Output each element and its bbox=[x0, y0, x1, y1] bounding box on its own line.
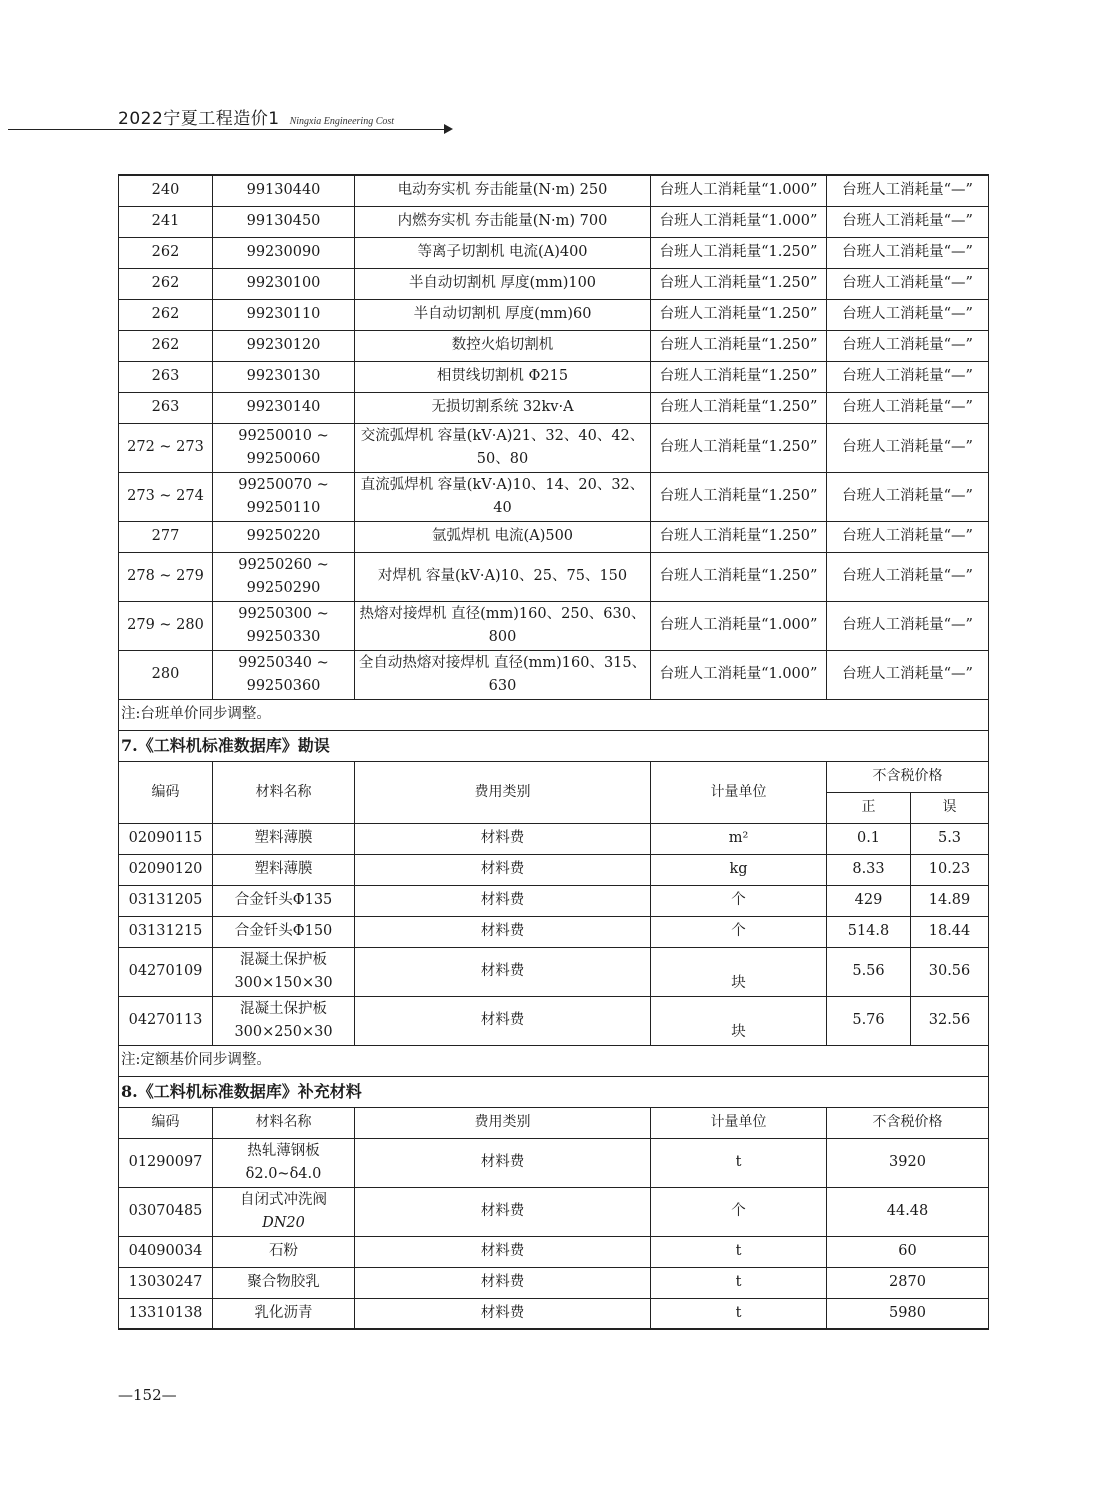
header-row bbox=[119, 761, 989, 792]
code-cell: 99130450 bbox=[213, 206, 355, 237]
name-line: DN20 bbox=[262, 1214, 305, 1231]
code-cell: 99230090 bbox=[213, 237, 355, 268]
page-cell: 272 ~ 273 bbox=[119, 423, 213, 472]
name-line: 混凝土保护板 bbox=[240, 951, 327, 968]
page-cell: 240 bbox=[119, 175, 213, 206]
code-cell bbox=[213, 601, 355, 650]
section-title: 8.《工料机标准数据库》补充材料 bbox=[119, 1076, 989, 1107]
table-row bbox=[119, 392, 989, 423]
after-cell: 台班人工消耗量“—” bbox=[827, 330, 989, 361]
before-cell: 台班人工消耗量“1.000” bbox=[651, 206, 827, 237]
code-line: 99250290 bbox=[246, 579, 321, 596]
code-cell: 03131215 bbox=[119, 916, 213, 947]
name-line: 800 bbox=[488, 628, 517, 645]
name-cell: 电动夯实机 夯击能量(N·m) 250 bbox=[355, 175, 651, 206]
name-cell bbox=[213, 1187, 355, 1236]
code-line: 99250300 ~ bbox=[238, 605, 329, 622]
code-cell: 99130440 bbox=[213, 175, 355, 206]
table-row bbox=[119, 237, 989, 268]
table-row bbox=[119, 601, 989, 650]
col-header-code: 编码 bbox=[119, 761, 213, 823]
table-row bbox=[119, 699, 989, 730]
table-row bbox=[119, 1236, 989, 1267]
price-cell: 2870 bbox=[827, 1267, 989, 1298]
code-cell bbox=[213, 650, 355, 699]
after-cell: 台班人工消耗量“—” bbox=[827, 361, 989, 392]
name-line: 全自动热熔对接焊机 直径(mm)160、315、 bbox=[358, 654, 647, 671]
name-cell: 乳化沥青 bbox=[213, 1298, 355, 1329]
correct-cell: 8.33 bbox=[827, 854, 911, 885]
unit-cell: m² bbox=[651, 823, 827, 854]
table-row bbox=[119, 299, 989, 330]
table-row bbox=[119, 175, 989, 206]
journal-title: 2022宁夏工程造价1 bbox=[118, 109, 280, 129]
table-row bbox=[119, 1138, 989, 1187]
price-cell: 60 bbox=[827, 1236, 989, 1267]
wrong-cell: 32.56 bbox=[911, 996, 989, 1045]
page-cell: 262 bbox=[119, 330, 213, 361]
before-cell: 台班人工消耗量“1.250” bbox=[651, 237, 827, 268]
page-number: —152— bbox=[118, 1386, 177, 1404]
machine-section bbox=[119, 175, 989, 730]
before-cell: 台班人工消耗量“1.250” bbox=[651, 552, 827, 601]
table-row bbox=[119, 854, 989, 885]
code-cell: 13310138 bbox=[119, 1298, 213, 1329]
page-cell: 263 bbox=[119, 392, 213, 423]
code-cell: 04270109 bbox=[119, 947, 213, 996]
table-row bbox=[119, 916, 989, 947]
after-cell: 台班人工消耗量“—” bbox=[827, 392, 989, 423]
code-line: 99250340 ~ bbox=[238, 654, 329, 671]
before-cell: 台班人工消耗量“1.250” bbox=[651, 299, 827, 330]
col-header-wrong: 误 bbox=[911, 792, 989, 823]
wrong-cell: 30.56 bbox=[911, 947, 989, 996]
table-row bbox=[119, 885, 989, 916]
code-cell: 99250220 bbox=[213, 521, 355, 552]
name-cell: 塑料薄膜 bbox=[213, 823, 355, 854]
page-cell: 262 bbox=[119, 299, 213, 330]
col-header-price: 不含税价格 bbox=[827, 1107, 989, 1138]
before-cell: 台班人工消耗量“1.250” bbox=[651, 330, 827, 361]
type-cell: 材料费 bbox=[355, 823, 651, 854]
type-cell: 材料费 bbox=[355, 1298, 651, 1329]
before-cell: 台班人工消耗量“1.250” bbox=[651, 521, 827, 552]
note-row: 注:定额基价同步调整。 bbox=[119, 1045, 989, 1076]
before-cell: 台班人工消耗量“1.000” bbox=[651, 175, 827, 206]
name-cell: 相贯线切割机 Φ215 bbox=[355, 361, 651, 392]
after-cell: 台班人工消耗量“—” bbox=[827, 175, 989, 206]
table-row bbox=[119, 472, 989, 521]
type-cell: 材料费 bbox=[355, 996, 651, 1045]
after-cell: 台班人工消耗量“—” bbox=[827, 472, 989, 521]
name-cell: 数控火焰切割机 bbox=[355, 330, 651, 361]
col-header-type: 费用类别 bbox=[355, 1107, 651, 1138]
after-cell: 台班人工消耗量“—” bbox=[827, 650, 989, 699]
table-row bbox=[119, 361, 989, 392]
after-cell: 台班人工消耗量“—” bbox=[827, 299, 989, 330]
name-line: 热熔对接焊机 直径(mm)160、250、630、 bbox=[359, 605, 646, 622]
name-cell: 无损切割系统 32kv·A bbox=[355, 392, 651, 423]
code-cell: 04090034 bbox=[119, 1236, 213, 1267]
table-row bbox=[119, 552, 989, 601]
price-cell: 5980 bbox=[827, 1298, 989, 1329]
correct-cell: 0.1 bbox=[827, 823, 911, 854]
name-cell bbox=[213, 1138, 355, 1187]
unit-cell: 个 bbox=[651, 885, 827, 916]
unit-cell: t bbox=[651, 1267, 827, 1298]
page-cell: 278 ~ 279 bbox=[119, 552, 213, 601]
table-row bbox=[119, 206, 989, 237]
unit-cell: kg bbox=[651, 854, 827, 885]
col-header-code: 编码 bbox=[119, 1107, 213, 1138]
errata-table bbox=[118, 174, 989, 1330]
name-cell: 等离子切割机 电流(A)400 bbox=[355, 237, 651, 268]
before-cell: 台班人工消耗量“1.250” bbox=[651, 472, 827, 521]
page-cell: 241 bbox=[119, 206, 213, 237]
name-cell: 石粉 bbox=[213, 1236, 355, 1267]
name-cell: 半自动切割机 厚度(mm)100 bbox=[355, 268, 651, 299]
before-cell: 台班人工消耗量“1.000” bbox=[651, 601, 827, 650]
name-cell bbox=[355, 601, 651, 650]
unit-cell: t bbox=[651, 1138, 827, 1187]
code-line: 99250110 bbox=[246, 499, 321, 516]
code-cell: 03070485 bbox=[119, 1187, 213, 1236]
page-cell: 262 bbox=[119, 268, 213, 299]
after-cell: 台班人工消耗量“—” bbox=[827, 268, 989, 299]
name-cell: 合金钎头Φ150 bbox=[213, 916, 355, 947]
name-cell: 氩弧焊机 电流(A)500 bbox=[355, 521, 651, 552]
header-arrow-icon bbox=[444, 124, 453, 134]
wrong-cell: 10.23 bbox=[911, 854, 989, 885]
name-line: 50、80 bbox=[476, 450, 529, 467]
name-cell: 内燃夯实机 夯击能量(N·m) 700 bbox=[355, 206, 651, 237]
after-cell: 台班人工消耗量“—” bbox=[827, 601, 989, 650]
code-cell: 02090115 bbox=[119, 823, 213, 854]
col-header-type: 费用类别 bbox=[355, 761, 651, 823]
unit-cell: t bbox=[651, 1236, 827, 1267]
name-line: 300×250×30 bbox=[234, 1023, 333, 1040]
type-cell: 材料费 bbox=[355, 947, 651, 996]
table-row bbox=[119, 1045, 989, 1076]
correct-cell: 5.76 bbox=[827, 996, 911, 1045]
table-row bbox=[119, 823, 989, 854]
code-line: 99250260 ~ bbox=[238, 556, 329, 573]
name-line: 热轧薄钢板 bbox=[247, 1142, 320, 1159]
code-cell: 99230110 bbox=[213, 299, 355, 330]
col-header-price: 不含税价格 bbox=[827, 761, 989, 792]
col-header-name: 材料名称 bbox=[213, 1107, 355, 1138]
type-cell: 材料费 bbox=[355, 885, 651, 916]
name-cell: 合金钎头Φ135 bbox=[213, 885, 355, 916]
wrong-cell: 18.44 bbox=[911, 916, 989, 947]
type-cell: 材料费 bbox=[355, 916, 651, 947]
name-cell bbox=[213, 996, 355, 1045]
price-cell: 44.48 bbox=[827, 1187, 989, 1236]
wrong-cell: 5.3 bbox=[911, 823, 989, 854]
after-cell: 台班人工消耗量“—” bbox=[827, 423, 989, 472]
col-header-unit: 计量单位 bbox=[651, 761, 827, 823]
code-cell: 13030247 bbox=[119, 1267, 213, 1298]
page-cell: 262 bbox=[119, 237, 213, 268]
correct-cell: 514.8 bbox=[827, 916, 911, 947]
page-cell: 273 ~ 274 bbox=[119, 472, 213, 521]
section-title: 7.《工料机标准数据库》勘误 bbox=[119, 730, 989, 761]
table-row bbox=[119, 947, 989, 996]
code-line: 99250060 bbox=[246, 450, 321, 467]
after-cell: 台班人工消耗量“—” bbox=[827, 237, 989, 268]
header-rule bbox=[8, 129, 448, 130]
type-cell: 材料费 bbox=[355, 1187, 651, 1236]
code-cell bbox=[213, 423, 355, 472]
journal-subtitle: Ningxia Engineering Cost bbox=[289, 116, 395, 127]
code-cell: 99230120 bbox=[213, 330, 355, 361]
table-row bbox=[119, 423, 989, 472]
table-row bbox=[119, 521, 989, 552]
before-cell: 台班人工消耗量“1.250” bbox=[651, 392, 827, 423]
name-cell bbox=[213, 947, 355, 996]
table-row bbox=[119, 1298, 989, 1329]
name-line: 交流弧焊机 容量(kV·A)21、32、40、42、 bbox=[360, 427, 645, 444]
col-header-unit: 计量单位 bbox=[651, 1107, 827, 1138]
after-cell: 台班人工消耗量“—” bbox=[827, 552, 989, 601]
code-line: 99250330 bbox=[246, 628, 321, 645]
code-cell bbox=[213, 552, 355, 601]
after-cell: 台班人工消耗量“—” bbox=[827, 521, 989, 552]
page-cell: 279 ~ 280 bbox=[119, 601, 213, 650]
unit-cell: 个 bbox=[651, 1187, 827, 1236]
name-cell: 塑料薄膜 bbox=[213, 854, 355, 885]
type-cell: 材料费 bbox=[355, 1267, 651, 1298]
page-cell: 277 bbox=[119, 521, 213, 552]
code-cell: 99230140 bbox=[213, 392, 355, 423]
code-line: 99250010 ~ bbox=[238, 427, 329, 444]
page-cell: 280 bbox=[119, 650, 213, 699]
section-8 bbox=[119, 1076, 989, 1329]
code-cell: 02090120 bbox=[119, 854, 213, 885]
type-cell: 材料费 bbox=[355, 1236, 651, 1267]
code-line: 99250070 ~ bbox=[238, 476, 329, 493]
table-row bbox=[119, 330, 989, 361]
name-cell: 直流弧焊机 容量(kV·A)10、14、20、32、40 bbox=[355, 472, 651, 521]
table-row bbox=[119, 650, 989, 699]
name-cell bbox=[355, 650, 651, 699]
name-line: 300×150×30 bbox=[234, 974, 333, 991]
name-cell: 对焊机 容量(kV·A)10、25、75、150 bbox=[355, 552, 651, 601]
code-cell: 99230100 bbox=[213, 268, 355, 299]
section-title-row bbox=[119, 730, 989, 761]
col-header-name: 材料名称 bbox=[213, 761, 355, 823]
page-cell: 263 bbox=[119, 361, 213, 392]
table-row bbox=[119, 1267, 989, 1298]
unit-cell: 块 bbox=[651, 996, 827, 1045]
code-line: 99250360 bbox=[246, 677, 321, 694]
after-cell: 台班人工消耗量“—” bbox=[827, 206, 989, 237]
table-row bbox=[119, 268, 989, 299]
wrong-cell: 14.89 bbox=[911, 885, 989, 916]
name-line: δ2.0~δ4.0 bbox=[245, 1165, 322, 1182]
note-row: 注:台班单价同步调整。 bbox=[119, 699, 989, 730]
type-cell: 材料费 bbox=[355, 854, 651, 885]
before-cell: 台班人工消耗量“1.250” bbox=[651, 268, 827, 299]
correct-cell: 5.56 bbox=[827, 947, 911, 996]
code-cell bbox=[213, 472, 355, 521]
header-row bbox=[119, 1107, 989, 1138]
correct-cell: 429 bbox=[827, 885, 911, 916]
code-cell: 01290097 bbox=[119, 1138, 213, 1187]
name-line: 630 bbox=[488, 677, 517, 694]
type-cell: 材料费 bbox=[355, 1138, 651, 1187]
col-header-correct: 正 bbox=[827, 792, 911, 823]
table-row bbox=[119, 996, 989, 1045]
unit-cell: 个 bbox=[651, 916, 827, 947]
before-cell: 台班人工消耗量“1.250” bbox=[651, 361, 827, 392]
price-cell: 3920 bbox=[827, 1138, 989, 1187]
code-cell: 99230130 bbox=[213, 361, 355, 392]
section-7 bbox=[119, 730, 989, 1076]
name-cell: 聚合物胶乳 bbox=[213, 1267, 355, 1298]
name-cell: 半自动切割机 厚度(mm)60 bbox=[355, 299, 651, 330]
before-cell: 台班人工消耗量“1.250” bbox=[651, 423, 827, 472]
before-cell: 台班人工消耗量“1.000” bbox=[651, 650, 827, 699]
table-row bbox=[119, 1187, 989, 1236]
code-cell: 03131205 bbox=[119, 885, 213, 916]
name-line: 自闭式冲洗阀 bbox=[240, 1191, 327, 1208]
unit-cell: t bbox=[651, 1298, 827, 1329]
unit-cell: 块 bbox=[651, 947, 827, 996]
name-line: 混凝土保护板 bbox=[240, 1000, 327, 1017]
section-title-row bbox=[119, 1076, 989, 1107]
name-cell bbox=[355, 423, 651, 472]
code-cell: 04270113 bbox=[119, 996, 213, 1045]
